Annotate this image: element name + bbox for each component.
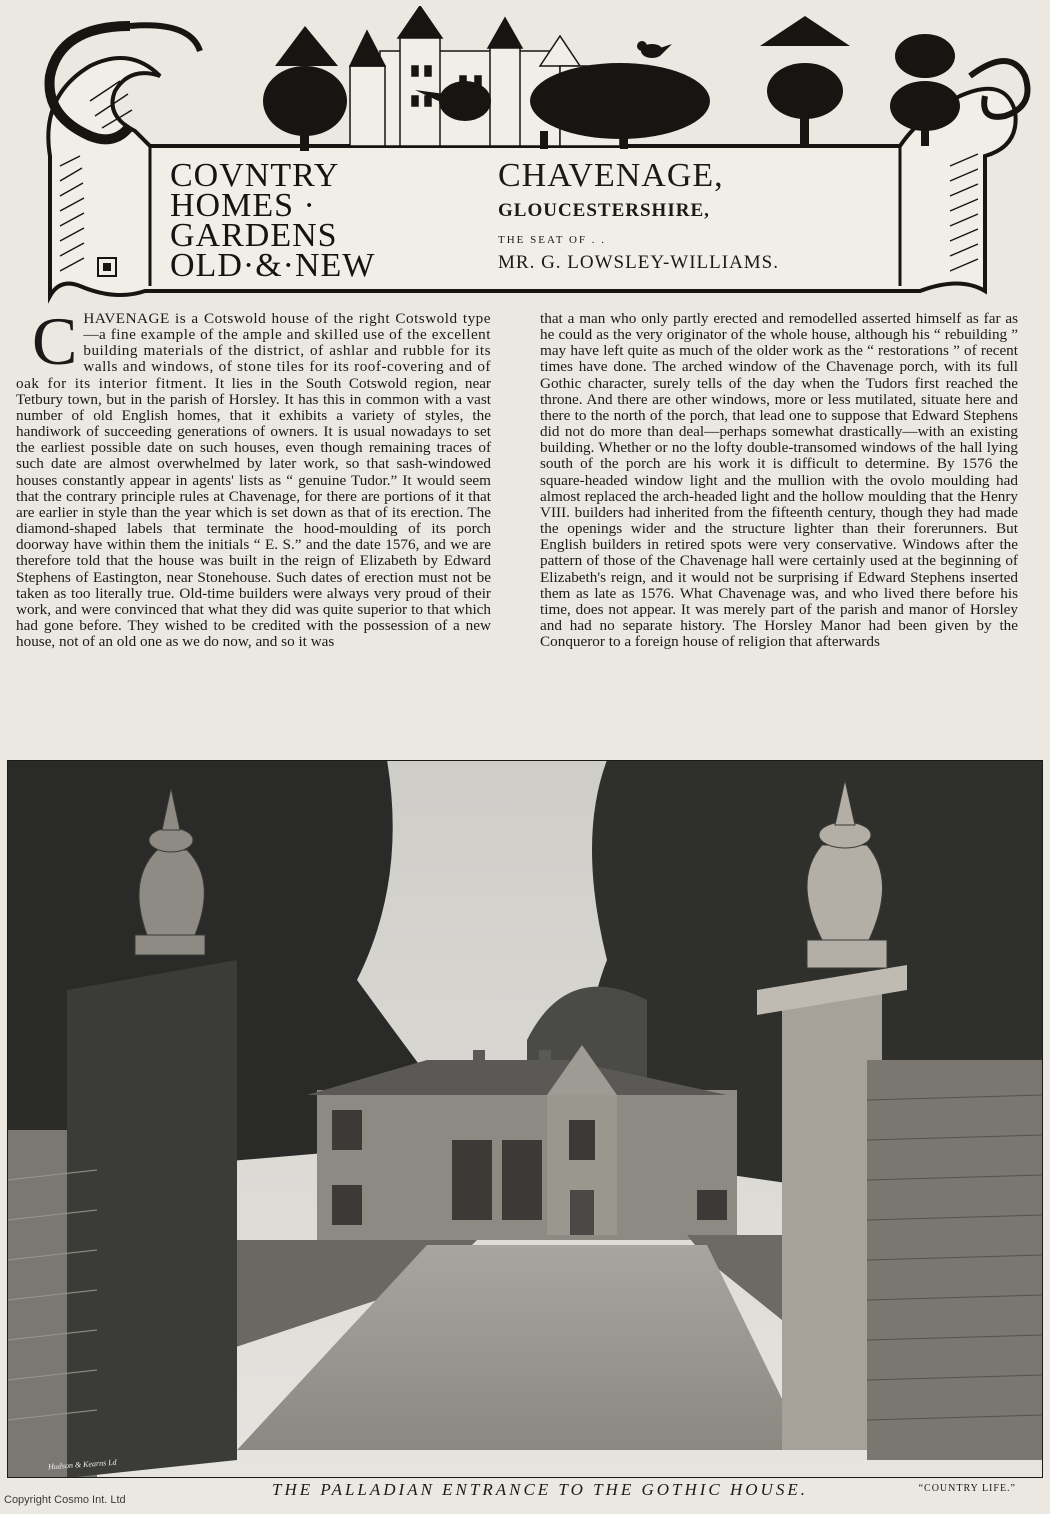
dropcap: C bbox=[32, 303, 78, 379]
series-title-line: COVNTRY bbox=[170, 157, 340, 194]
owner-name: MR. G. LOWSLEY-WILLIAMS. bbox=[498, 252, 780, 273]
article-column-right bbox=[540, 311, 1018, 650]
engraver-mark: Hudson & Kearns Ld bbox=[47, 1457, 117, 1472]
copyright-watermark: Copyright Cosmo Int. Ltd bbox=[4, 1494, 126, 1506]
series-title-line: GARDENS bbox=[170, 217, 338, 254]
photo-caption-text: THE PALLADIAN ENTRANCE TO THE GOTHIC HOUSE. bbox=[272, 1480, 808, 1499]
article-text-left: It lies in the South Cotswold region, near Tetbury town, but in the parish of Horsley. It has this in common with a vast number of old English homes, that it exhibits a variety of styles, the handiwork of succeeding generations of owners. It is usual nowadays to set the earliest possible date on such houses, even though remaining traces of such date are almost overwhelmed by later work, so that sash-windowed houses constantly appear in agents' lists as “ genuine Tudor.” It would seem that the contrary principle rules at Chavenage, for there are portions of it that are earlier in style than the year which is set down as that of its erection. The diamond-shaped labels that terminate the hood-moulding of its porch doorway have within them the initials “ E. S.” and the date 1576, and we are therefore told that the house was built in the reign of Elizabeth by Edward Stephens of Eastington, near Stonehouse. Such dates of erection must not be taken as too literally true. Old-time builders were always very proud of their work, and were convinced that what they did was quite superior to that which had gone before. They wished to be credited with the possession of a new house, not of an old one as we do now, and so it was bbox=[16, 374, 491, 651]
photo-credit: “COUNTRY LIFE.” bbox=[918, 1483, 1016, 1494]
masthead bbox=[20, 6, 1040, 306]
series-title-line: HOMES · bbox=[170, 187, 316, 224]
series-title bbox=[170, 157, 470, 284]
article-opening: HAVENAGE is a Cotswold house of the right Cotswold type—a fine example of the ample and skilled use of the excellent building materials of the district, of ashlar and rubble for its walls and windows, of stone tiles for its roof-covering and of oak for its interior fitment. bbox=[16, 310, 491, 392]
house-title-block bbox=[498, 156, 918, 274]
topiary-tree-icon bbox=[760, 16, 850, 146]
photograph-palladian-entrance bbox=[7, 760, 1043, 1478]
photo-caption bbox=[0, 1480, 1050, 1500]
seat-label: THE SEAT OF . . bbox=[498, 234, 607, 246]
bird-icon bbox=[637, 41, 672, 58]
house-county: GLOUCESTERSHIRE, bbox=[498, 200, 710, 221]
article-column-left bbox=[16, 303, 491, 651]
topiary-tree-icon bbox=[263, 26, 347, 151]
series-title-line: OLD·&·NEW bbox=[170, 247, 376, 284]
photo-illustration bbox=[7, 760, 1043, 1478]
article-text-right: that a man who only partly erected and remodelled asserted himself as far as he could as the very originator of the whole house, although his “ rebuilding ” may have left quite as much of the older work as the “ restorations ” of recent times have done. The arched window of the Chavenage porch, with its full Gothic character, surely tells of the day when the Tudors first reached the throne. And there are other windows, more or less mutilated, situate here and there to the north of the porch, that lead one to suppose that Edward Stephens did not do more than deal—perhaps somewhat drastically—with an existing building. Whether or no the lofty double-transomed windows of the hall lying south of the porch are his work it is difficult to determine. By 1576 the square-headed window light and the mullion with the ovolo moulding had almost replaced the arch-headed light and the hollow moulding that the Henry VIII. builders had inherited from the fifteenth century, though they had made the openings wider and the structure lighter than their forerunners. But English builders in retired spots were very conservative. Windows after the pattern of those of the Chavenage hall were certainly used at the beginning of Elizabeth's reign, and it would not be surprising if Edward Stephens inserted them as late as 1576. What Chavenage was, and who lived there before his time, does not appear. It was merely part of the parish and manor of Horsley and had no separate history. The Horsley Manor had been given by the Conqueror to a foreign house of religion that afterwards bbox=[540, 310, 1018, 651]
house-name: CHAVENAGE, bbox=[498, 157, 724, 194]
